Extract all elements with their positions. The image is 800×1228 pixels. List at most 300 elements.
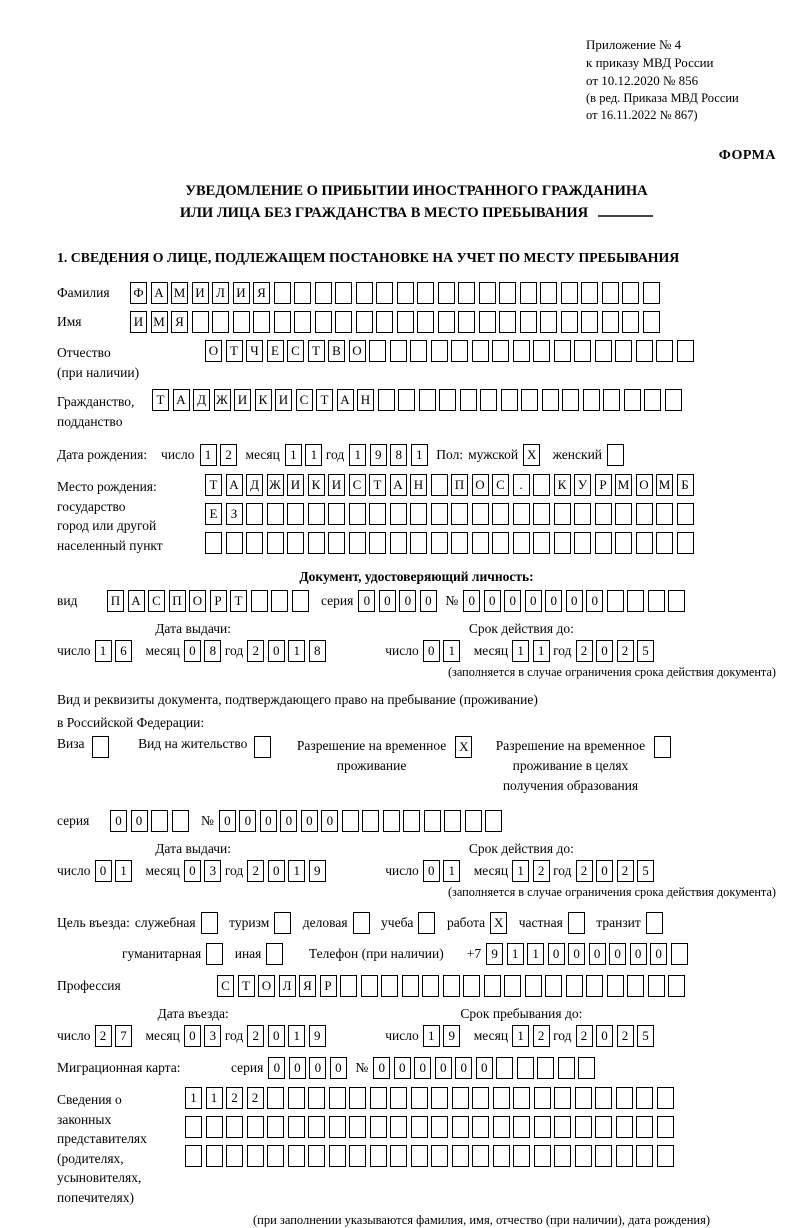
char-box[interactable] xyxy=(668,975,685,997)
char-box[interactable]: 0 xyxy=(463,590,480,612)
char-box[interactable]: 3 xyxy=(204,860,221,882)
char-box[interactable]: 0 xyxy=(321,810,338,832)
char-box[interactable]: А xyxy=(128,590,145,612)
char-box[interactable] xyxy=(574,340,591,362)
char-box[interactable]: 3 xyxy=(204,1025,221,1047)
char-box[interactable]: Л xyxy=(212,282,229,304)
char-box[interactable]: П xyxy=(451,474,468,496)
char-box[interactable]: С xyxy=(217,975,234,997)
char-box[interactable] xyxy=(575,1145,592,1167)
char-box[interactable] xyxy=(356,311,373,333)
char-box[interactable] xyxy=(192,311,209,333)
char-box[interactable] xyxy=(493,1116,510,1138)
char-box[interactable]: 1 xyxy=(512,640,529,662)
char-box[interactable] xyxy=(390,340,407,362)
char-box[interactable] xyxy=(212,311,229,333)
char-box[interactable] xyxy=(349,503,366,525)
char-box[interactable] xyxy=(496,1057,513,1079)
char-box[interactable] xyxy=(308,532,325,554)
char-box[interactable] xyxy=(370,1116,387,1138)
char-box[interactable] xyxy=(533,532,550,554)
char-box[interactable]: 0 xyxy=(414,1057,431,1079)
char-box[interactable]: Я xyxy=(171,311,188,333)
char-box[interactable] xyxy=(648,975,665,997)
char-box[interactable] xyxy=(472,1116,489,1138)
char-box[interactable] xyxy=(287,503,304,525)
char-box[interactable] xyxy=(595,503,612,525)
char-box[interactable]: 9 xyxy=(309,1025,326,1047)
char-box[interactable]: 0 xyxy=(504,590,521,612)
char-box[interactable] xyxy=(443,975,460,997)
char-box[interactable] xyxy=(636,532,653,554)
char-box[interactable] xyxy=(356,282,373,304)
char-box[interactable] xyxy=(513,1145,530,1167)
char-box[interactable] xyxy=(390,1116,407,1138)
char-box[interactable]: Т xyxy=(226,340,243,362)
char-box[interactable]: 0 xyxy=(586,590,603,612)
char-box[interactable]: 0 xyxy=(239,810,256,832)
char-box[interactable]: 2 xyxy=(617,1025,634,1047)
char-box[interactable] xyxy=(251,590,268,612)
char-box[interactable] xyxy=(533,474,550,496)
char-box[interactable] xyxy=(452,1145,469,1167)
char-box[interactable] xyxy=(206,943,223,965)
char-box[interactable]: 2 xyxy=(247,860,264,882)
char-box[interactable] xyxy=(376,311,393,333)
char-box[interactable]: 0 xyxy=(596,1025,613,1047)
char-box[interactable] xyxy=(521,389,538,411)
char-box[interactable] xyxy=(288,1145,305,1167)
char-box[interactable] xyxy=(615,503,632,525)
char-box[interactable] xyxy=(315,282,332,304)
char-box[interactable]: Я xyxy=(253,282,270,304)
char-box[interactable] xyxy=(274,311,291,333)
char-box[interactable] xyxy=(517,1057,534,1079)
char-box[interactable] xyxy=(534,1145,551,1167)
char-box[interactable] xyxy=(294,282,311,304)
char-box[interactable] xyxy=(274,282,291,304)
char-box[interactable] xyxy=(376,282,393,304)
char-box[interactable]: 1 xyxy=(512,860,529,882)
char-box[interactable] xyxy=(581,282,598,304)
char-box[interactable] xyxy=(402,975,419,997)
char-box[interactable] xyxy=(677,340,694,362)
char-box[interactable]: 1 xyxy=(200,444,217,466)
char-box[interactable] xyxy=(294,311,311,333)
char-box[interactable]: 1 xyxy=(95,640,112,662)
char-box[interactable] xyxy=(411,1116,428,1138)
char-box[interactable]: 5 xyxy=(637,640,654,662)
char-box[interactable] xyxy=(520,311,537,333)
char-box[interactable]: 0 xyxy=(358,590,375,612)
char-box[interactable]: 2 xyxy=(533,860,550,882)
char-box[interactable] xyxy=(451,532,468,554)
char-box[interactable] xyxy=(254,736,271,758)
char-box[interactable]: 0 xyxy=(568,943,585,965)
char-box[interactable]: 1 xyxy=(288,860,305,882)
char-box[interactable] xyxy=(460,389,477,411)
char-box[interactable] xyxy=(308,1145,325,1167)
char-box[interactable] xyxy=(602,311,619,333)
char-box[interactable] xyxy=(247,1145,264,1167)
char-box[interactable]: 9 xyxy=(443,1025,460,1047)
char-box[interactable] xyxy=(537,1057,554,1079)
char-box[interactable] xyxy=(472,503,489,525)
char-box[interactable]: 0 xyxy=(423,860,440,882)
char-box[interactable] xyxy=(504,975,521,997)
char-box[interactable]: М xyxy=(151,311,168,333)
char-box[interactable] xyxy=(417,282,434,304)
char-box[interactable] xyxy=(493,1087,510,1109)
char-box[interactable]: Ф xyxy=(130,282,147,304)
char-box[interactable] xyxy=(308,1116,325,1138)
char-box[interactable]: 0 xyxy=(280,810,297,832)
char-box[interactable] xyxy=(615,340,632,362)
char-box[interactable] xyxy=(578,1057,595,1079)
char-box[interactable]: Н xyxy=(357,389,374,411)
char-box[interactable] xyxy=(636,340,653,362)
char-box[interactable] xyxy=(646,912,663,934)
char-box[interactable]: 0 xyxy=(589,943,606,965)
char-box[interactable]: 1 xyxy=(285,444,302,466)
char-box[interactable]: 2 xyxy=(617,860,634,882)
char-box[interactable]: С xyxy=(492,474,509,496)
char-box[interactable]: 2 xyxy=(533,1025,550,1047)
char-box[interactable] xyxy=(554,532,571,554)
char-box[interactable]: 0 xyxy=(566,590,583,612)
char-box[interactable] xyxy=(329,1145,346,1167)
char-box[interactable] xyxy=(397,311,414,333)
char-box[interactable]: 0 xyxy=(268,860,285,882)
char-box[interactable] xyxy=(574,503,591,525)
char-box[interactable] xyxy=(648,590,665,612)
char-box[interactable] xyxy=(656,532,673,554)
char-box[interactable] xyxy=(253,311,270,333)
char-box[interactable] xyxy=(501,389,518,411)
char-box[interactable] xyxy=(542,389,559,411)
char-box[interactable] xyxy=(370,1145,387,1167)
char-box[interactable] xyxy=(431,532,448,554)
char-box[interactable]: 0 xyxy=(268,1025,285,1047)
char-box[interactable]: 1 xyxy=(411,444,428,466)
char-box[interactable] xyxy=(545,975,562,997)
char-box[interactable]: Т xyxy=(369,474,386,496)
char-box[interactable] xyxy=(369,532,386,554)
char-box[interactable]: 0 xyxy=(330,1057,347,1079)
char-box[interactable]: 0 xyxy=(301,810,318,832)
char-box[interactable]: П xyxy=(169,590,186,612)
char-box[interactable] xyxy=(534,1087,551,1109)
char-box[interactable] xyxy=(513,1116,530,1138)
char-box[interactable]: X xyxy=(455,736,472,758)
char-box[interactable] xyxy=(677,532,694,554)
char-box[interactable] xyxy=(595,1087,612,1109)
char-box[interactable] xyxy=(233,311,250,333)
char-box[interactable]: К xyxy=(255,389,272,411)
char-box[interactable] xyxy=(499,282,516,304)
char-box[interactable] xyxy=(246,532,263,554)
char-box[interactable] xyxy=(361,975,378,997)
char-box[interactable] xyxy=(431,340,448,362)
char-box[interactable]: О xyxy=(472,474,489,496)
char-box[interactable]: А xyxy=(173,389,190,411)
char-box[interactable] xyxy=(540,282,557,304)
char-box[interactable] xyxy=(206,1145,223,1167)
char-box[interactable]: 0 xyxy=(435,1057,452,1079)
char-box[interactable] xyxy=(472,532,489,554)
char-box[interactable]: 2 xyxy=(247,640,264,662)
char-box[interactable] xyxy=(267,1145,284,1167)
char-box[interactable] xyxy=(151,810,168,832)
char-box[interactable]: 2 xyxy=(576,1025,593,1047)
char-box[interactable]: А xyxy=(390,474,407,496)
char-box[interactable] xyxy=(671,943,688,965)
char-box[interactable] xyxy=(362,810,379,832)
char-box[interactable] xyxy=(335,282,352,304)
char-box[interactable] xyxy=(607,444,624,466)
char-box[interactable] xyxy=(185,1116,202,1138)
char-box[interactable] xyxy=(624,389,641,411)
char-box[interactable] xyxy=(656,340,673,362)
char-box[interactable]: Е xyxy=(205,503,222,525)
char-box[interactable] xyxy=(636,503,653,525)
char-box[interactable]: К xyxy=(308,474,325,496)
char-box[interactable] xyxy=(458,282,475,304)
char-box[interactable] xyxy=(328,503,345,525)
char-box[interactable]: Ч xyxy=(246,340,263,362)
char-box[interactable] xyxy=(410,340,427,362)
char-box[interactable] xyxy=(493,1145,510,1167)
char-box[interactable]: 0 xyxy=(260,810,277,832)
char-box[interactable] xyxy=(439,389,456,411)
char-box[interactable]: 0 xyxy=(484,590,501,612)
char-box[interactable] xyxy=(452,1087,469,1109)
char-box[interactable]: 0 xyxy=(309,1057,326,1079)
char-box[interactable] xyxy=(472,1145,489,1167)
char-box[interactable]: Т xyxy=(308,340,325,362)
char-box[interactable] xyxy=(349,1116,366,1138)
char-box[interactable]: 2 xyxy=(95,1025,112,1047)
char-box[interactable] xyxy=(369,503,386,525)
char-box[interactable] xyxy=(201,912,218,934)
char-box[interactable] xyxy=(267,503,284,525)
char-box[interactable] xyxy=(185,1145,202,1167)
char-box[interactable] xyxy=(607,975,624,997)
char-box[interactable]: О xyxy=(636,474,653,496)
char-box[interactable]: 0 xyxy=(95,860,112,882)
char-box[interactable]: 1 xyxy=(512,1025,529,1047)
char-box[interactable]: С xyxy=(296,389,313,411)
char-box[interactable] xyxy=(657,1145,674,1167)
char-box[interactable]: Л xyxy=(279,975,296,997)
char-box[interactable] xyxy=(595,1145,612,1167)
char-box[interactable] xyxy=(480,389,497,411)
char-box[interactable] xyxy=(643,282,660,304)
char-box[interactable] xyxy=(328,532,345,554)
char-box[interactable]: С xyxy=(148,590,165,612)
char-box[interactable] xyxy=(586,975,603,997)
char-box[interactable] xyxy=(574,532,591,554)
char-box[interactable]: 2 xyxy=(226,1087,243,1109)
char-box[interactable] xyxy=(479,282,496,304)
char-box[interactable] xyxy=(513,1087,530,1109)
char-box[interactable]: 1 xyxy=(423,1025,440,1047)
char-box[interactable]: 5 xyxy=(637,1025,654,1047)
char-box[interactable] xyxy=(288,1087,305,1109)
char-box[interactable]: М xyxy=(615,474,632,496)
char-box[interactable]: 9 xyxy=(309,860,326,882)
char-box[interactable] xyxy=(561,311,578,333)
char-box[interactable] xyxy=(562,389,579,411)
char-box[interactable] xyxy=(554,340,571,362)
char-box[interactable] xyxy=(422,975,439,997)
char-box[interactable] xyxy=(349,1145,366,1167)
char-box[interactable] xyxy=(540,311,557,333)
char-box[interactable] xyxy=(292,590,309,612)
char-box[interactable] xyxy=(581,311,598,333)
char-box[interactable] xyxy=(566,975,583,997)
char-box[interactable]: 7 xyxy=(115,1025,132,1047)
char-box[interactable]: Я xyxy=(299,975,316,997)
char-box[interactable]: 0 xyxy=(131,810,148,832)
char-box[interactable] xyxy=(554,503,571,525)
char-box[interactable] xyxy=(410,503,427,525)
char-box[interactable]: 0 xyxy=(268,640,285,662)
char-box[interactable] xyxy=(595,1116,612,1138)
char-box[interactable] xyxy=(226,1145,243,1167)
char-box[interactable]: 0 xyxy=(609,943,626,965)
char-box[interactable]: 0 xyxy=(184,1025,201,1047)
char-box[interactable] xyxy=(444,810,461,832)
char-box[interactable] xyxy=(583,389,600,411)
char-box[interactable] xyxy=(616,1145,633,1167)
char-box[interactable]: И xyxy=(233,282,250,304)
char-box[interactable]: 1 xyxy=(305,444,322,466)
char-box[interactable]: 9 xyxy=(486,943,503,965)
char-box[interactable]: О xyxy=(205,340,222,362)
char-box[interactable] xyxy=(349,1087,366,1109)
char-box[interactable] xyxy=(308,1087,325,1109)
char-box[interactable] xyxy=(397,282,414,304)
char-box[interactable]: 0 xyxy=(545,590,562,612)
char-box[interactable]: X xyxy=(523,444,540,466)
char-box[interactable] xyxy=(288,1116,305,1138)
char-box[interactable] xyxy=(438,282,455,304)
char-box[interactable]: П xyxy=(107,590,124,612)
char-box[interactable]: И xyxy=(130,311,147,333)
char-box[interactable] xyxy=(533,340,550,362)
char-box[interactable]: 1 xyxy=(507,943,524,965)
char-box[interactable]: 1 xyxy=(443,640,460,662)
char-box[interactable] xyxy=(452,1116,469,1138)
char-box[interactable] xyxy=(616,1116,633,1138)
char-box[interactable]: М xyxy=(171,282,188,304)
char-box[interactable]: 0 xyxy=(379,590,396,612)
char-box[interactable] xyxy=(431,1087,448,1109)
char-box[interactable]: X xyxy=(490,912,507,934)
char-box[interactable]: 0 xyxy=(420,590,437,612)
char-box[interactable]: Т xyxy=(230,590,247,612)
char-box[interactable]: О xyxy=(258,975,275,997)
char-box[interactable] xyxy=(472,1087,489,1109)
char-box[interactable]: 2 xyxy=(247,1025,264,1047)
char-box[interactable]: 8 xyxy=(204,640,221,662)
char-box[interactable] xyxy=(513,503,530,525)
char-box[interactable]: 0 xyxy=(184,640,201,662)
char-box[interactable] xyxy=(370,1087,387,1109)
char-box[interactable]: 0 xyxy=(373,1057,390,1079)
char-box[interactable] xyxy=(390,1145,407,1167)
char-box[interactable] xyxy=(267,1116,284,1138)
char-box[interactable] xyxy=(607,590,624,612)
char-box[interactable]: 0 xyxy=(184,860,201,882)
char-box[interactable] xyxy=(431,503,448,525)
char-box[interactable]: 1 xyxy=(288,640,305,662)
char-box[interactable] xyxy=(431,1116,448,1138)
char-box[interactable] xyxy=(595,532,612,554)
char-box[interactable]: Т xyxy=(238,975,255,997)
char-box[interactable]: 1 xyxy=(527,943,544,965)
char-box[interactable] xyxy=(349,532,366,554)
char-box[interactable] xyxy=(92,736,109,758)
char-box[interactable] xyxy=(622,282,639,304)
char-box[interactable]: У xyxy=(574,474,591,496)
char-box[interactable]: 5 xyxy=(637,860,654,882)
char-box[interactable] xyxy=(554,1087,571,1109)
char-box[interactable]: Д xyxy=(193,389,210,411)
char-box[interactable] xyxy=(636,1087,653,1109)
char-box[interactable] xyxy=(657,1116,674,1138)
char-box[interactable]: И xyxy=(328,474,345,496)
char-box[interactable] xyxy=(622,311,639,333)
char-box[interactable] xyxy=(206,1116,223,1138)
char-box[interactable]: 0 xyxy=(476,1057,493,1079)
char-box[interactable] xyxy=(431,474,448,496)
char-box[interactable]: И xyxy=(287,474,304,496)
char-box[interactable]: Б xyxy=(677,474,694,496)
char-box[interactable]: З xyxy=(226,503,243,525)
char-box[interactable]: 0 xyxy=(650,943,667,965)
char-box[interactable] xyxy=(369,340,386,362)
char-box[interactable] xyxy=(636,1145,653,1167)
char-box[interactable]: 8 xyxy=(390,444,407,466)
char-box[interactable]: 0 xyxy=(596,640,613,662)
char-box[interactable]: С xyxy=(349,474,366,496)
char-box[interactable] xyxy=(677,503,694,525)
char-box[interactable] xyxy=(533,503,550,525)
char-box[interactable] xyxy=(668,590,685,612)
char-box[interactable] xyxy=(458,311,475,333)
char-box[interactable]: 0 xyxy=(268,1057,285,1079)
char-box[interactable] xyxy=(419,389,436,411)
char-box[interactable]: И xyxy=(234,389,251,411)
char-box[interactable] xyxy=(266,943,283,965)
char-box[interactable]: 2 xyxy=(576,640,593,662)
char-box[interactable] xyxy=(615,532,632,554)
char-box[interactable] xyxy=(329,1087,346,1109)
char-box[interactable] xyxy=(390,503,407,525)
char-box[interactable] xyxy=(411,1087,428,1109)
char-box[interactable] xyxy=(390,532,407,554)
char-box[interactable] xyxy=(525,975,542,997)
char-box[interactable] xyxy=(438,311,455,333)
char-box[interactable]: С xyxy=(287,340,304,362)
char-box[interactable] xyxy=(568,912,585,934)
char-box[interactable]: И xyxy=(192,282,209,304)
char-box[interactable] xyxy=(636,1116,653,1138)
char-box[interactable]: Р xyxy=(595,474,612,496)
char-box[interactable] xyxy=(603,389,620,411)
